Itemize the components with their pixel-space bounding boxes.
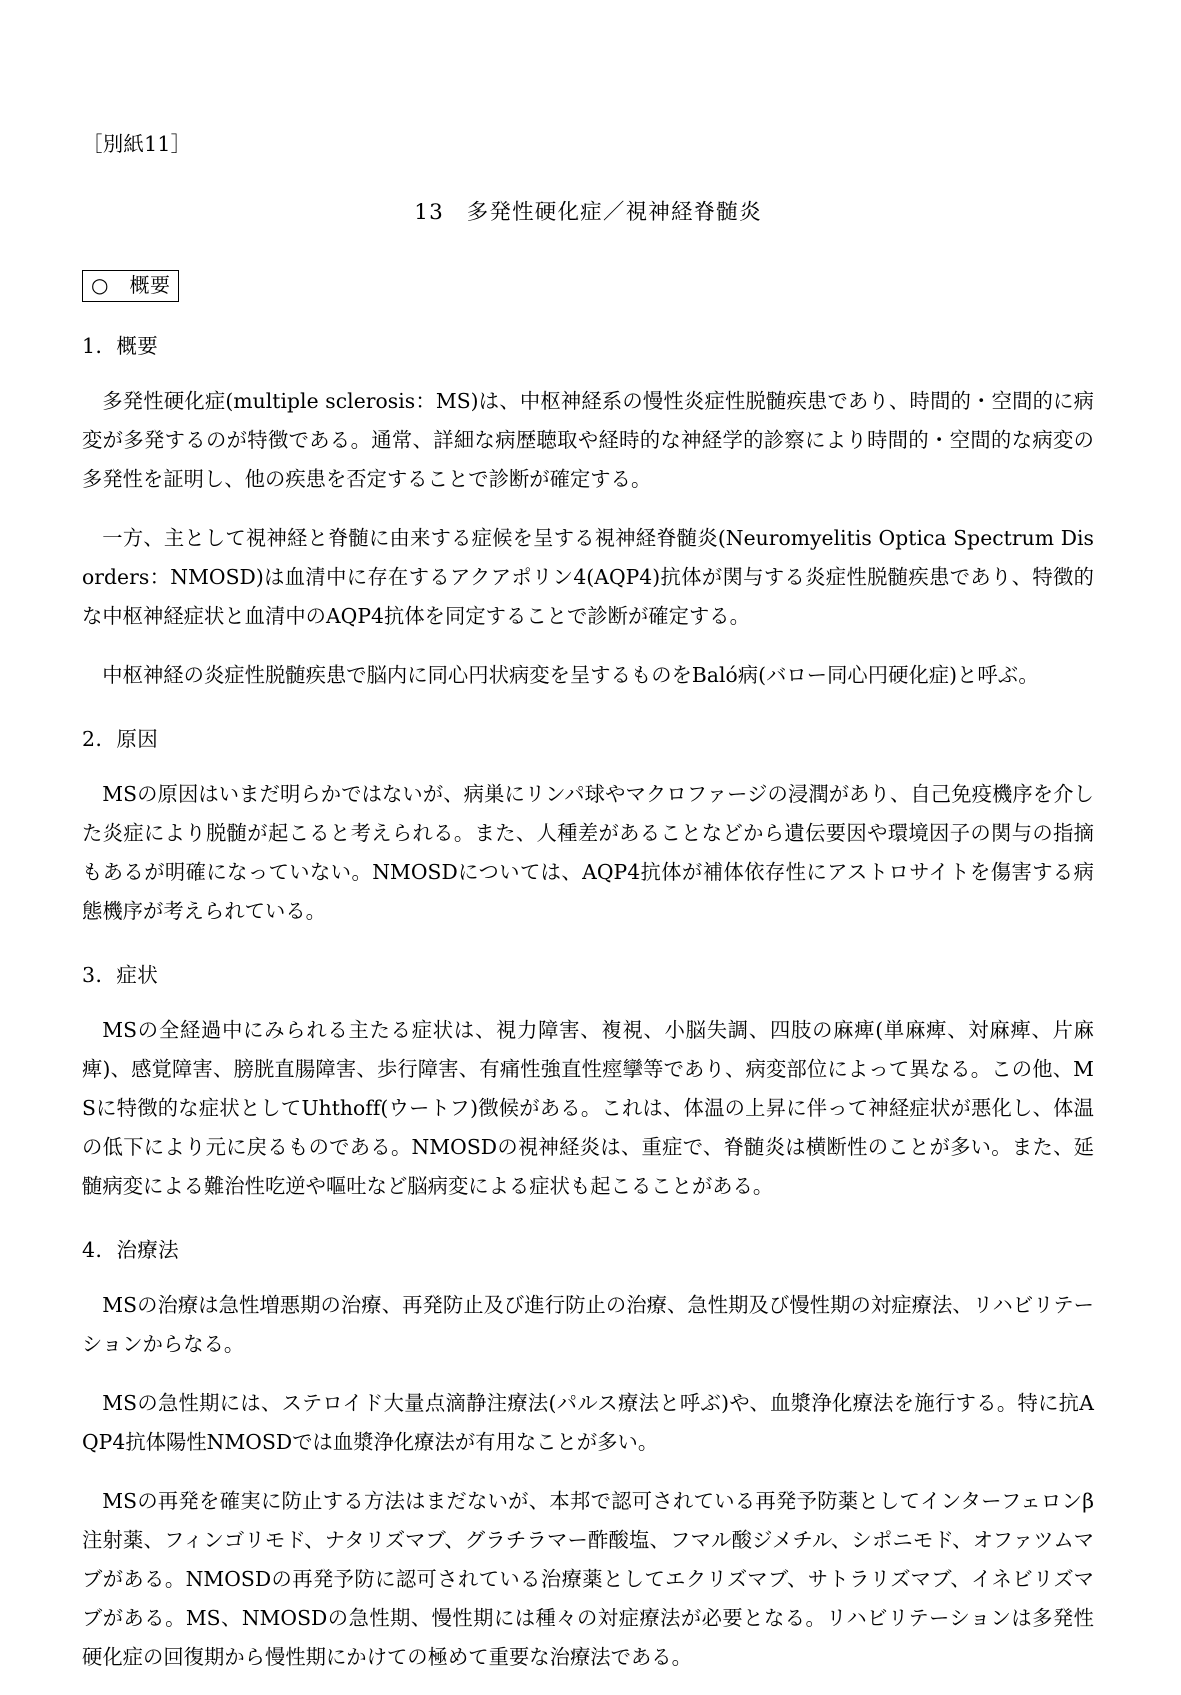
section-symptoms xyxy=(82,961,1094,1206)
page-title: 13 多発性硬化症／視神経脊髄炎 xyxy=(414,199,762,225)
paragraph: MSの治療は急性増悪期の治療、再発防止及び進行防止の治療、急性期及び慢性期の対症療法、リハビリテーションからなる。 xyxy=(82,1292,1094,1356)
paragraph: 一方、主として視神経と脊髄に由来する症候を呈する視神経脊髄炎(Neuromyelitis Optica Spectrum Disorders：NMOSD)は血清中に存在するアクアポリン4(AQP4)抗体が関与する炎症性脱髄疾患であり、特徴的な中枢神経症状と血清中のAQP4抗体を同定することで診断が確定する。 xyxy=(82,525,1094,628)
section-heading: 2．原因 xyxy=(82,726,159,751)
section-heading: 1．概要 xyxy=(82,333,159,358)
paragraph: MSの再発を確実に防止する方法はまだないが、本邦で認可されている再発予防薬としてインターフェロンβ注射薬、フィンゴリモド、ナタリズマブ、グラチラマー酢酸塩、フマル酸ジメチル、シポニモド、オファツムマブがある。NMOSDの再発予防に認可されている治療薬としてエクリズマブ、サトラリズマブ、イネビリズマブがある。MS、NMOSDの急性期、慢性期には種々の対症療法が必要となる。リハビリテーションは多発性硬化症の回復期から慢性期にかけての極めて重要な治療法である。 xyxy=(82,1489,1094,1670)
paragraph: MSの原因はいまだ明らかではないが、病巣にリンパ球やマクロファージの浸潤があり、自己免疫機序を介した炎症により脱髄が起こると考えられる。また、人種差があることなどから遺伝要因や環境因子の関与の指摘もあるが明確になっていない。NMOSDについては、AQP4抗体が補体依存性にアストロサイトを傷害する病態機序が考えられている。 xyxy=(82,782,1094,923)
paragraph: 中枢神経の炎症性脱髄疾患で脳内に同心円状病変を呈するものをBaló病(バロー同心円硬化症)と呼ぶ。 xyxy=(102,663,1039,688)
paragraph: MSの急性期には、ステロイド大量点滴静注療法(パルス療法と呼ぶ)や、血漿浄化療法を施行する。特に抗AQP4抗体陽性NMOSDでは血漿浄化療法が有用なことが多い。 xyxy=(82,1390,1094,1454)
section-cause xyxy=(82,725,1094,931)
section-heading: 3．症状 xyxy=(82,962,159,987)
paragraph: 多発性硬化症(multiple sclerosis：MS)は、中枢神経系の慢性炎症性脱髄疾患であり、時間的・空間的に病変が多発するのが特徴である。通常、詳細な病歴聴取や経時的な神経学的診察により時間的・空間的な病変の多発性を証明し、他の疾患を否定することで診断が確定する。 xyxy=(82,388,1094,491)
attachment-tag: ［別紙11］ xyxy=(82,132,192,156)
overview-box-heading: ○ 概要 xyxy=(82,270,179,302)
section-overview xyxy=(82,332,1094,695)
paragraph: MSの全経過中にみられる主たる症状は、視力障害、複視、小脳失調、四肢の麻痺(単麻痺、対麻痺、片麻痺)、感覚障害、膀胱直腸障害、歩行障害、有痛性強直性痙攣等であり、病変部位によって異なる。この他、MSに特徴的な症状としてUhthoff(ウートフ)徴候がある。これは、体温の上昇に伴って神経症状が悪化し、体温の低下により元に戻るものである。NMOSDの視神経炎は、重症で、脊髄炎は横断性のことが多い。また、延髄病変による難治性吃逆や嘔吐など脳病変による症状も起こることがある。 xyxy=(82,1017,1094,1198)
section-heading: 4．治療法 xyxy=(82,1237,180,1262)
section-treatment xyxy=(82,1236,1094,1677)
box-heading-row xyxy=(82,270,1094,302)
document-body xyxy=(82,132,1094,1695)
